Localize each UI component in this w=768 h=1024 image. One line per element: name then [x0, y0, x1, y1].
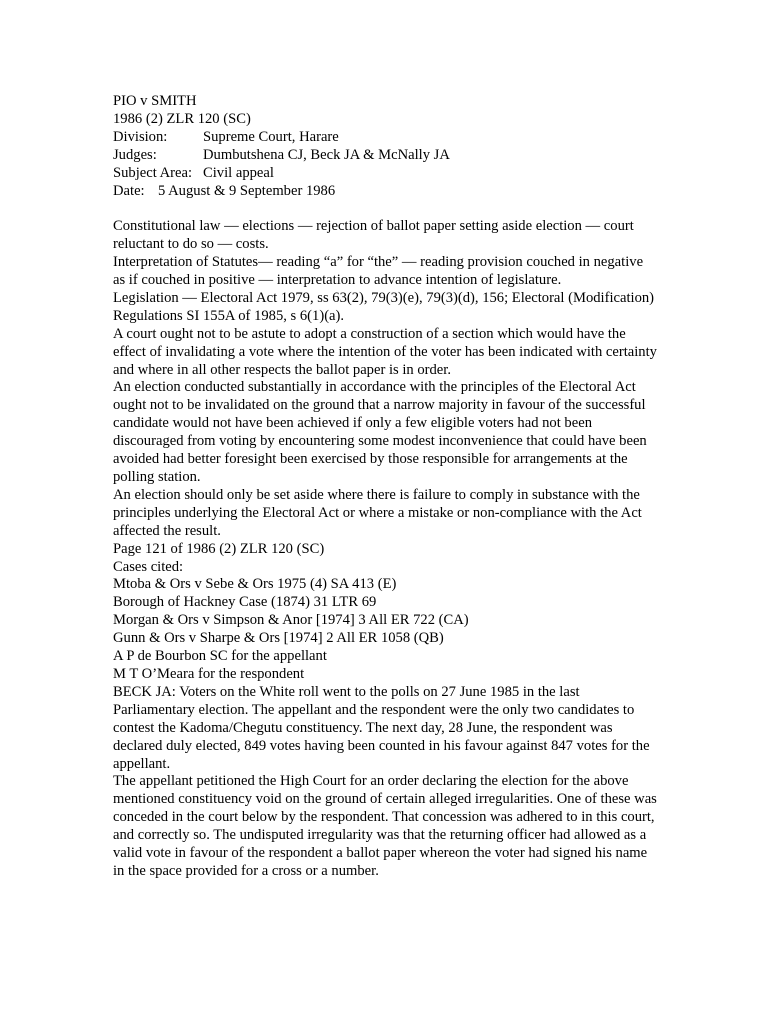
judgment-paragraph: BECK JA: Voters on the White roll went to the polls on 27 June 1985 in the last Parliamentary election. The appellant and the respondent were the only two candidates to contest the Kadoma/Chegutu constituency. The next day, 28 June, the respondent was declared duly elected, 849 votes having been counted in his favour against 847 votes for the appellant.: [113, 683, 650, 772]
case-cited-item: Morgan & Ors v Simpson & Anor [1974] 3 All ER 722 (CA): [113, 612, 469, 629]
headnote-interpretation: Interpretation of Statutes— reading “a” for “the” — reading provision couched in negative as if couched in positive — interpretation to advance intention of legislature.: [113, 254, 644, 289]
case-citation: 1986 (2) ZLR 120 (SC): [113, 110, 251, 127]
counsel-respondent: M T O’Meara for the respondent: [113, 665, 305, 682]
counsel-appellant: A P de Bourbon SC for the appellant: [113, 648, 327, 665]
judgment-paragraph: The appellant petitioned the High Court for an order declaring the election for the above mentioned constituency void on the ground of certain alleged irregularities. One of these was conceded in the court below by the respondent. That concession was adhered to in this court, and correctly so. The undisputed irregularity was that the returning officer had allowed as a valid vote in favour of the respondent a ballot paper whereon the voter had signed his name in the space provided for a cross or a number.: [113, 773, 657, 879]
document-page: [113, 93, 658, 881]
subject-area-row: [113, 165, 658, 183]
spacer: [113, 200, 658, 218]
division-label: Division:: [113, 128, 168, 145]
date-label: Date:: [113, 182, 145, 199]
cases-cited-heading: Cases cited:: [113, 558, 184, 575]
case-title: PIO v SMITH: [113, 93, 197, 109]
case-cited-item: Borough of Hackney Case (1874) 31 LTR 69: [113, 594, 377, 611]
date-row: [113, 183, 658, 201]
subject-area-label: Subject Area:: [113, 164, 193, 181]
judges-label: Judges:: [113, 146, 157, 163]
headnote-legislation: Legislation — Electoral Act 1979, ss 63(2), 79(3)(e), 79(3)(d), 156; Electoral (Modification) Regulations SI 155A of 1985, s 6(1)(a).: [113, 289, 655, 324]
page-marker: Page 121 of 1986 (2) ZLR 120 (SC): [113, 540, 325, 557]
subject-area-value: Civil appeal: [203, 164, 274, 181]
case-cited-item: Mtoba & Ors v Sebe & Ors 1975 (4) SA 413 (E): [113, 576, 397, 593]
division-row: [113, 129, 658, 147]
holding-paragraph: An election conducted substantially in accordance with the principles of the Electoral Act ought not to be invalidated on the ground that a narrow majority in favour of the successful candidate would not have been achieved if only a few eligible voters had not been discouraged from voting by encountering some modest inconvenience that could have been avoided had better foresight been exercised by those responsible for arrangements at the polling station.: [113, 379, 647, 486]
judges-value: Dumbutshena CJ, Beck JA & McNally JA: [203, 146, 450, 163]
holding-paragraph: An election should only be set aside where there is failure to comply in substance with the principles underlying the Electoral Act or where a mistake or non-compliance with the Act affected the result.: [113, 486, 642, 539]
date-value: 5 August & 9 September 1986: [158, 182, 336, 199]
judges-row: [113, 147, 658, 165]
case-cited-item: Gunn & Ors v Sharpe & Ors [1974] 2 All ER 1058 (QB): [113, 630, 444, 647]
headnote-constitutional-law: Constitutional law — elections — rejection of ballot paper setting aside election — court reluctant to do so — costs.: [113, 218, 634, 253]
division-value: Supreme Court, Harare: [203, 128, 339, 145]
holding-paragraph: A court ought not to be astute to adopt a construction of a section which would have the effect of invalidating a vote where the intention of the voter has been indicated with certainty and where in all other respects the ballot paper is in order.: [113, 325, 657, 378]
